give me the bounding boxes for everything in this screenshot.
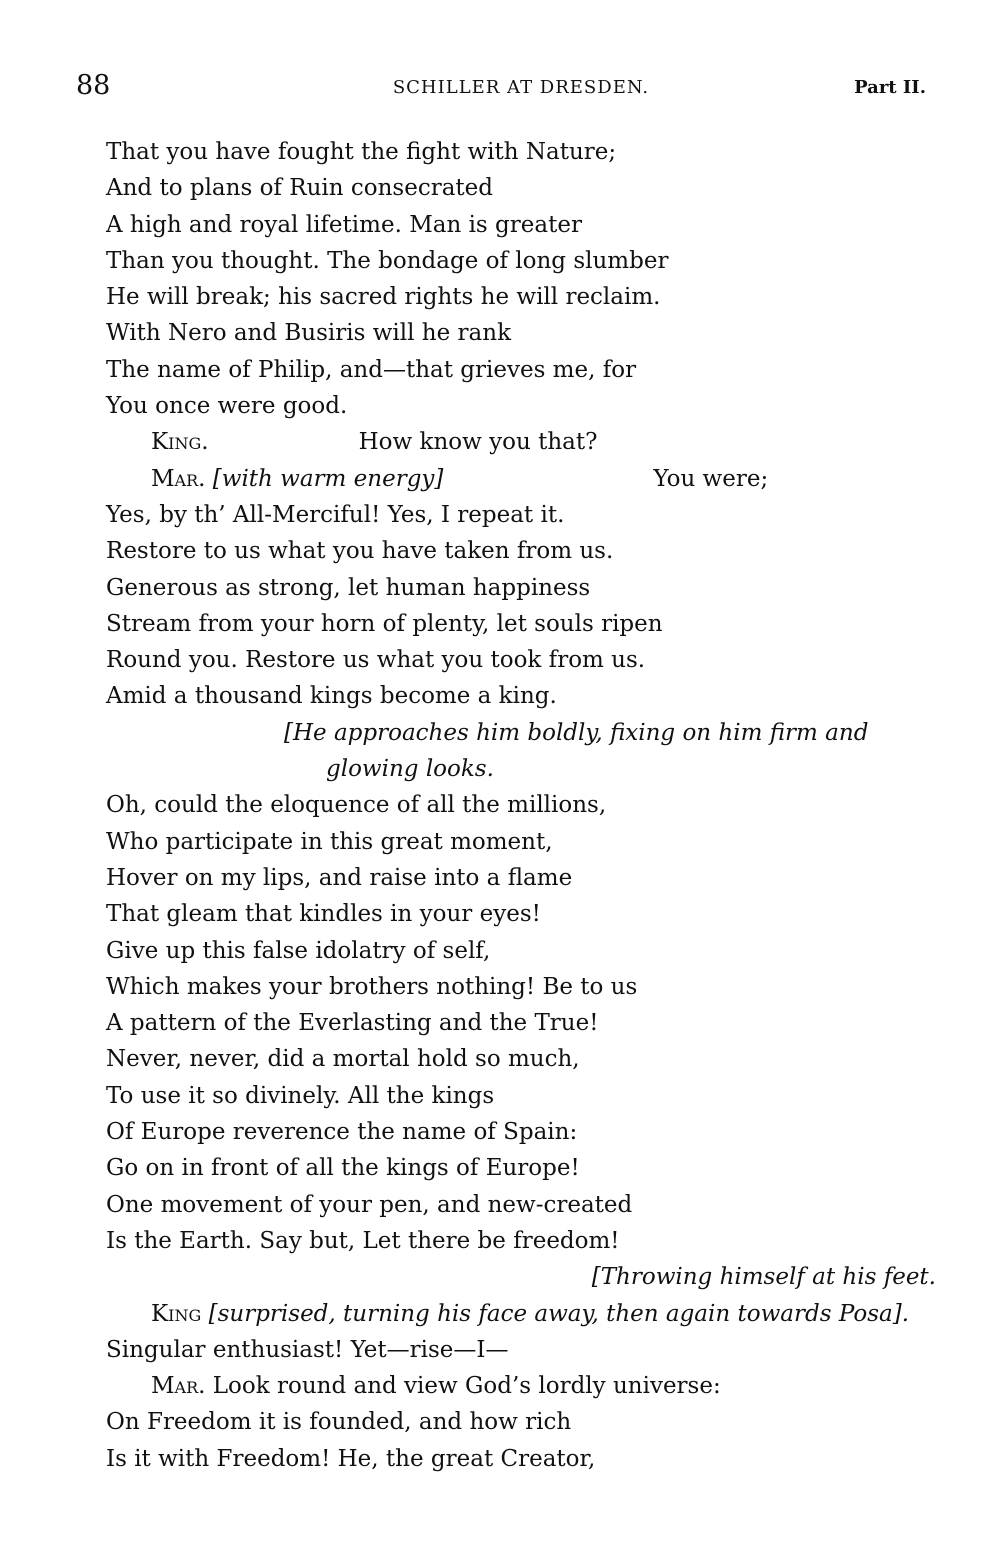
verse-line: Is the Earth. Say but, Let there be freedom! — [106, 1227, 620, 1254]
verse-line: That gleam that kindles in your eyes! — [106, 901, 541, 928]
verse-line: Is it with Freedom! He, the great Creator, — [106, 1445, 596, 1472]
verse-line: Hover on my lips, and raise into a flame — [106, 864, 573, 891]
dialogue-line-king — [106, 1296, 936, 1332]
verse-line: You once were good. — [106, 393, 348, 420]
verse-line: Give up this false idolatry of self, — [106, 937, 491, 964]
verse-line: The name of Philip, and—that grieves me, for — [106, 356, 637, 383]
part-label: Part II. — [854, 77, 926, 98]
stage-direction: glowing looks. — [326, 756, 494, 783]
verse-line: Amid a thousand kings become a king. — [106, 683, 557, 710]
speaker-name: Mar. — [151, 465, 206, 492]
stage-direction: [with warm energy] — [212, 465, 444, 492]
verse-line: Never, never, did a mortal hold so much, — [106, 1046, 580, 1073]
verse-line: With Nero and Busiris will he rank — [106, 320, 512, 347]
verse-line: Generous as strong, let human happiness — [106, 574, 591, 601]
verse-line: Who participate in this great moment, — [106, 828, 553, 855]
running-title: SCHILLER AT DRESDEN. — [392, 77, 650, 98]
verse-line: To use it so divinely. All the kings — [106, 1082, 495, 1109]
verse-line: Restore to us what you have taken from us. — [106, 538, 614, 565]
dialogue-text: You were; — [653, 465, 769, 492]
dialogue-line-king — [106, 424, 936, 460]
stage-direction: [He approaches him boldly, fixing on him firm and — [284, 719, 869, 746]
dialogue-line-marquis — [106, 1368, 936, 1404]
stage-direction: [surprised, turning his face away, then again towards Posa]. — [208, 1300, 910, 1327]
verse-text — [106, 134, 936, 1477]
stage-direction: [Throwing himself at his feet. — [591, 1264, 936, 1291]
verse-line: Of Europe reverence the name of Spain: — [106, 1119, 578, 1146]
speaker-name: Mar. — [151, 1373, 206, 1400]
speaker-name: King. — [151, 429, 209, 456]
verse-line: And to plans of Ruin consecrated — [106, 175, 493, 202]
verse-line: Stream from your horn of plenty, let souls ripen — [106, 610, 663, 637]
verse-line: Go on in front of all the kings of Europe! — [106, 1155, 580, 1182]
page-header — [76, 70, 926, 110]
verse-line: On Freedom it is founded, and how rich — [106, 1409, 572, 1436]
dialogue-line-marquis — [106, 461, 936, 497]
dialogue-text: Look round and view God’s lordly universe: — [212, 1373, 721, 1400]
verse-line: Than you thought. The bondage of long slumber — [106, 247, 669, 274]
verse-line: That you have fought the fight with Nature; — [106, 139, 617, 165]
dialogue-text: How know you that? — [358, 429, 598, 456]
verse-line: Oh, could the eloquence of all the millions, — [106, 792, 607, 819]
verse-line: Which makes your brothers nothing! Be to us — [106, 973, 638, 1000]
verse-line: He will break; his sacred rights he will reclaim. — [106, 284, 661, 311]
verse-line: Singular enthusiast! Yet—rise—I— — [106, 1336, 509, 1363]
page-number: 88 — [76, 70, 111, 101]
speaker-name: King — [151, 1300, 202, 1327]
verse-line: Round you. Restore us what you took from us. — [106, 647, 646, 674]
verse-line: One movement of your pen, and new-created — [106, 1191, 633, 1218]
verse-line: A high and royal lifetime. Man is greater — [106, 211, 582, 238]
verse-line: Yes, by th’ All-Merciful! Yes, I repeat it. — [106, 501, 565, 528]
verse-line: A pattern of the Everlasting and the True! — [106, 1010, 599, 1037]
